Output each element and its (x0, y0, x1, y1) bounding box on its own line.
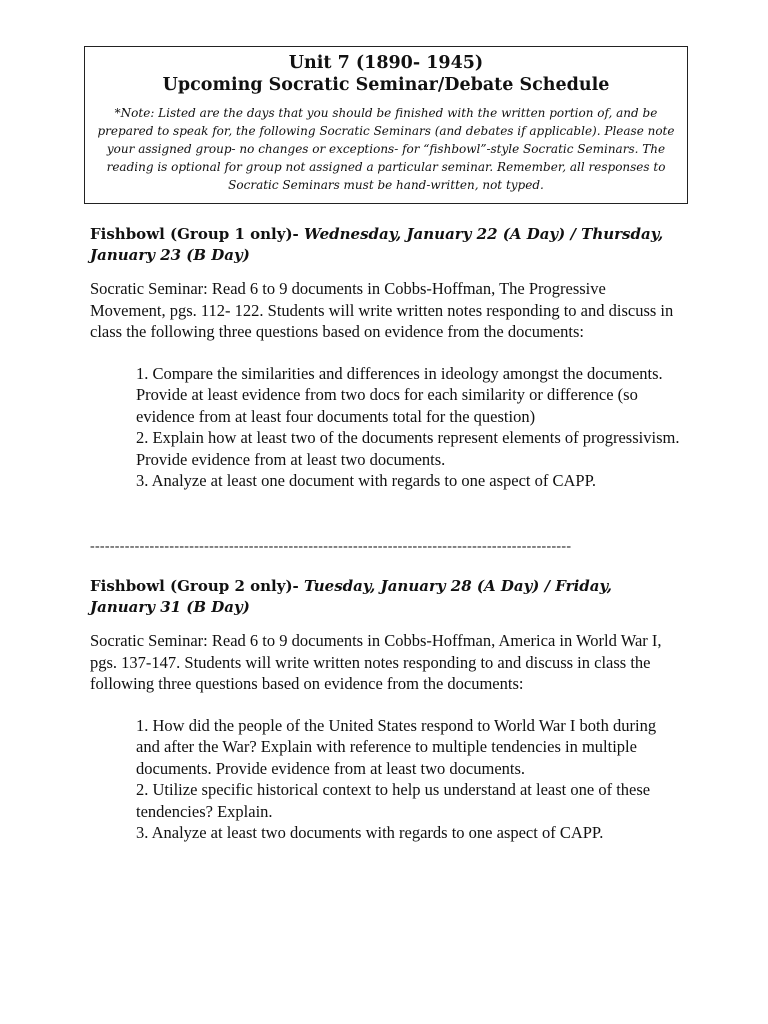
section-heading-dates: Wednesday, January 22 (A Day) / Thursday, January 23 (B Day) (90, 225, 664, 264)
section-description: Socratic Seminar: Read 6 to 9 documents in Cobbs-Hoffman, The Progressive Movement, pgs. 112- 122. Students will write written notes responding to and discuss in class the following three questions based on evidence from the documents: (90, 279, 674, 341)
unit-title: Unit 7 (1890- 1945) (288, 53, 484, 73)
header-note: *Note: Listed are the days that you should be finished with the written portion of, and be prepared to speak for, the following Socratic Seminars (and debates if applicable). Please note your assigned group- no changes or exceptions- for “fishbowl”-style Socratic Seminars. The reading is optional for group not assigned a particular seminar. Remember, all responses to Socratic Seminars must be hand-written, not typed. (97, 106, 675, 192)
question-item: 1. Compare the similarities and differences in ideology amongst the documents. Provide at least evidence from two docs for each similarity or difference (so evidence from at least four documents total for the question) (136, 363, 663, 426)
section-group-2 (90, 576, 680, 844)
section-group-1 (90, 224, 680, 492)
section-description: Socratic Seminar: Read 6 to 9 documents in Cobbs-Hoffman, America in World War I, pgs. 137-147. Students will write written notes responding to and discuss in class the following three questions based on evidence from the documents: (90, 631, 662, 693)
section-heading-dates: Tuesday, January 28 (A Day) / Friday, January 31 (B Day) (90, 577, 612, 616)
section-heading-label: Fishbowl (Group 1 only)- (90, 225, 304, 243)
question-item: 3. Analyze at least two documents with regards to one aspect of CAPP. (136, 823, 604, 842)
section-divider: ------------------------------------------------------------------------------------------------- (90, 539, 572, 554)
question-item: 1. How did the people of the United States respond to World War I both during and after the War? Explain with reference to multiple tendencies in multiple documents. Provide evidence from at least two documents. (136, 715, 657, 778)
schedule-title: Upcoming Socratic Seminar/Debate Schedule (162, 75, 610, 95)
question-list (136, 363, 680, 492)
question-list (136, 715, 680, 844)
question-item: 2. Utilize specific historical context to help us understand at least one of these tendencies? Explain. (136, 780, 651, 821)
section-heading-label: Fishbowl (Group 2 only)- (90, 577, 304, 595)
question-item: 2. Explain how at least two of the documents represent elements of progressivism. Provide evidence from at least two documents. (136, 428, 680, 469)
section-heading (90, 224, 680, 266)
question-item: 3. Analyze at least one document with regards to one aspect of CAPP. (136, 471, 597, 490)
section-heading (90, 576, 680, 618)
header-box (84, 46, 688, 204)
